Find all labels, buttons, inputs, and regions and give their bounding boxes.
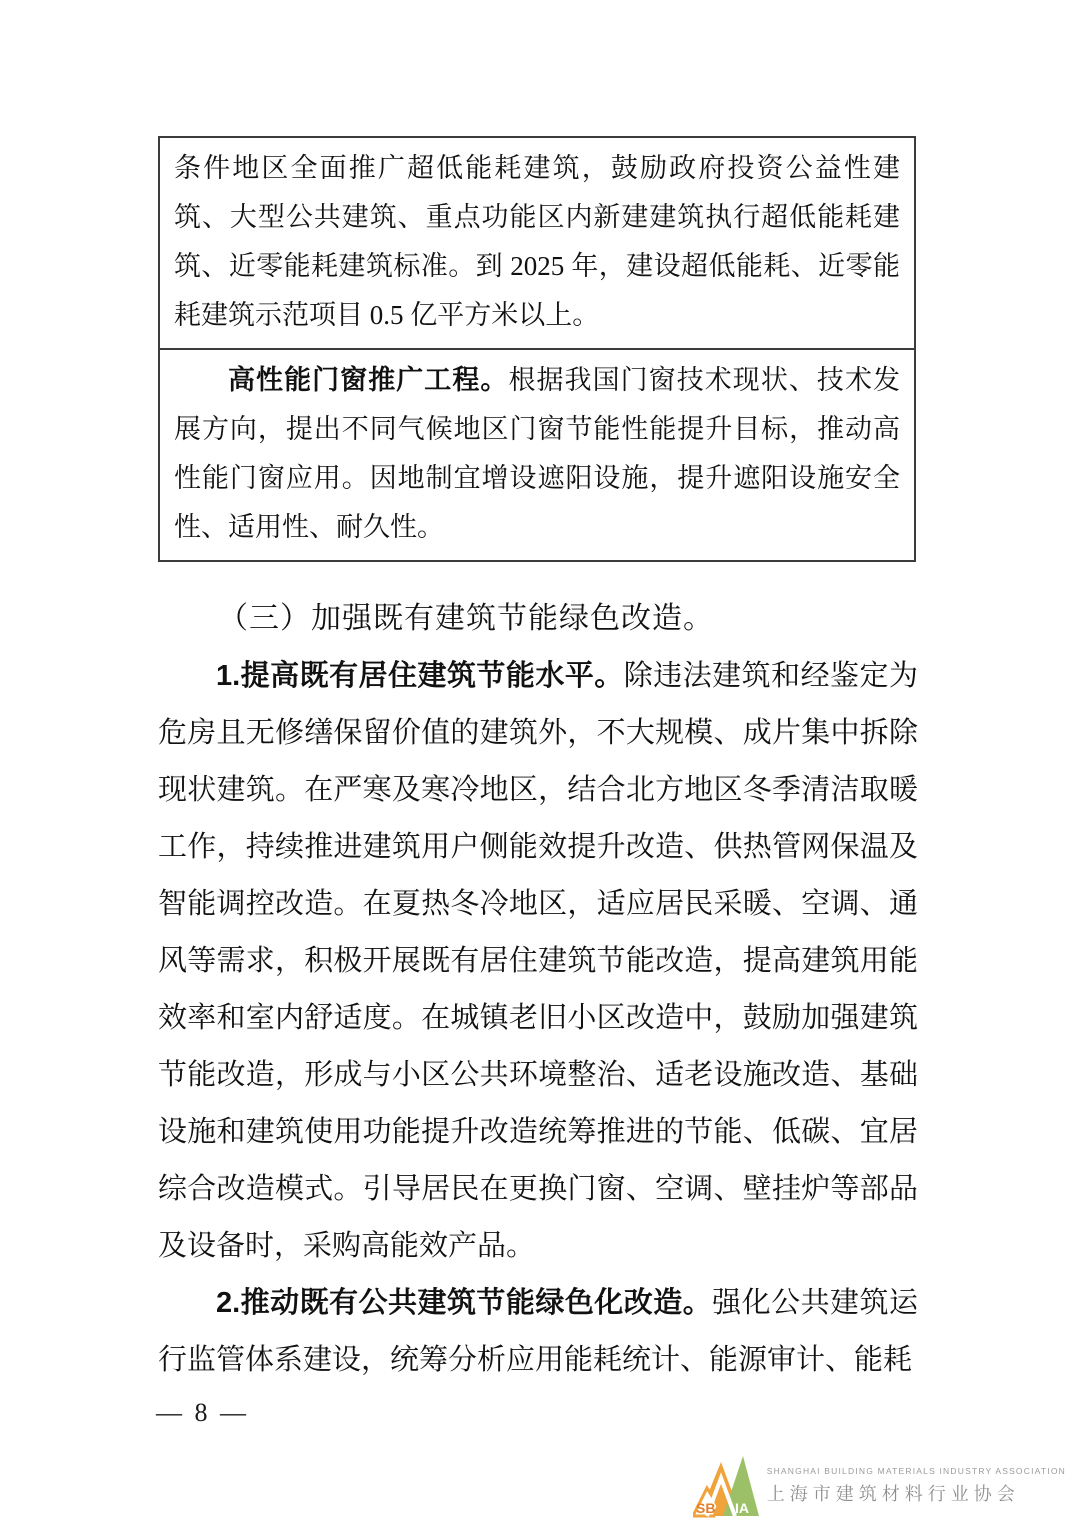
sbmia-mountain-logo-icon bbox=[693, 1448, 759, 1520]
box-cell2-paragraph bbox=[174, 356, 900, 552]
logo-text-block bbox=[767, 1466, 1066, 1520]
page-content bbox=[158, 136, 918, 1389]
box-cell1-text: 条件地区全面推广超低能耗建筑，鼓励政府投资公益性建筑、大型公共建筑、重点功能区内新建建筑执行超低能耗建筑、近零能耗建筑标准。到 2025 年，建设超低能耗、近零能耗建筑示范项目 0.5 亿平方米以上。 bbox=[174, 153, 900, 330]
page-number: — 8 — bbox=[156, 1398, 249, 1427]
paragraph-1-lead: 1.提高既有居住建筑节能水平。 bbox=[216, 660, 624, 692]
paragraph-public-building-retrofit bbox=[158, 1275, 918, 1389]
policy-column-box bbox=[158, 136, 916, 562]
association-logo bbox=[693, 1448, 1066, 1520]
section-heading: （三）加强既有建筑节能绿色改造。 bbox=[218, 602, 714, 635]
paragraph-2-lead: 2.推动既有公共建筑节能绿色化改造。 bbox=[216, 1287, 713, 1319]
logo-monogram-left: SB bbox=[695, 1500, 716, 1516]
paragraph-1-text: 除违法建筑和经鉴定为危房且无修缮保留价值的建筑外，不大规模、成片集中拆除现状建筑。在严寒及寒冷地区，结合北方地区冬季清洁取暖工作，持续推进建筑用户侧能效提升改造、供热管网保温及智能调控改造。在夏热冬冷地区，适应居民采暖、空调、通风等需求，积极开展既有居住建筑节能改造，提高建筑用能效率和室内舒适度。在城镇老旧小区改造中，鼓励加强建筑节能改造，形成与小区公共环境整治、适老设施改造、基础设施和建筑使用功能提升改造统筹推进的节能、低碳、宜居综合改造模式。引导居民在更换门窗、空调、壁挂炉等部品及设备时，采购高能效产品。 bbox=[158, 660, 918, 1262]
logo-chinese-name: 上海市建筑材料行业协会 bbox=[766, 1484, 1020, 1504]
box-cell2-text: 根据我国门窗技术现状、技术发展方向，提出不同气候地区门窗节能性能提升目标，推动高性能门窗应用。因地制宜增设遮阳设施，提升遮阳设施安全性、适用性、耐久性。 bbox=[174, 365, 901, 542]
box-cell2-lead: 高性能门窗推广工程。 bbox=[228, 365, 509, 395]
paragraph-residential-retrofit bbox=[158, 648, 918, 1275]
box-cell-high-performance-windows bbox=[160, 348, 914, 560]
logo-english-name: SHANGHAI BUILDING MATERIALS INDUSTRY ASSOCIATION bbox=[766, 1466, 1066, 1476]
box-cell-ultra-low-energy bbox=[160, 138, 914, 348]
paragraph-2-text: 强化公共建筑运行监管体系建设，统筹分析应用能耗统计、能源审计、能耗 bbox=[158, 1287, 918, 1376]
logo-monogram-right: IA bbox=[734, 1500, 749, 1516]
